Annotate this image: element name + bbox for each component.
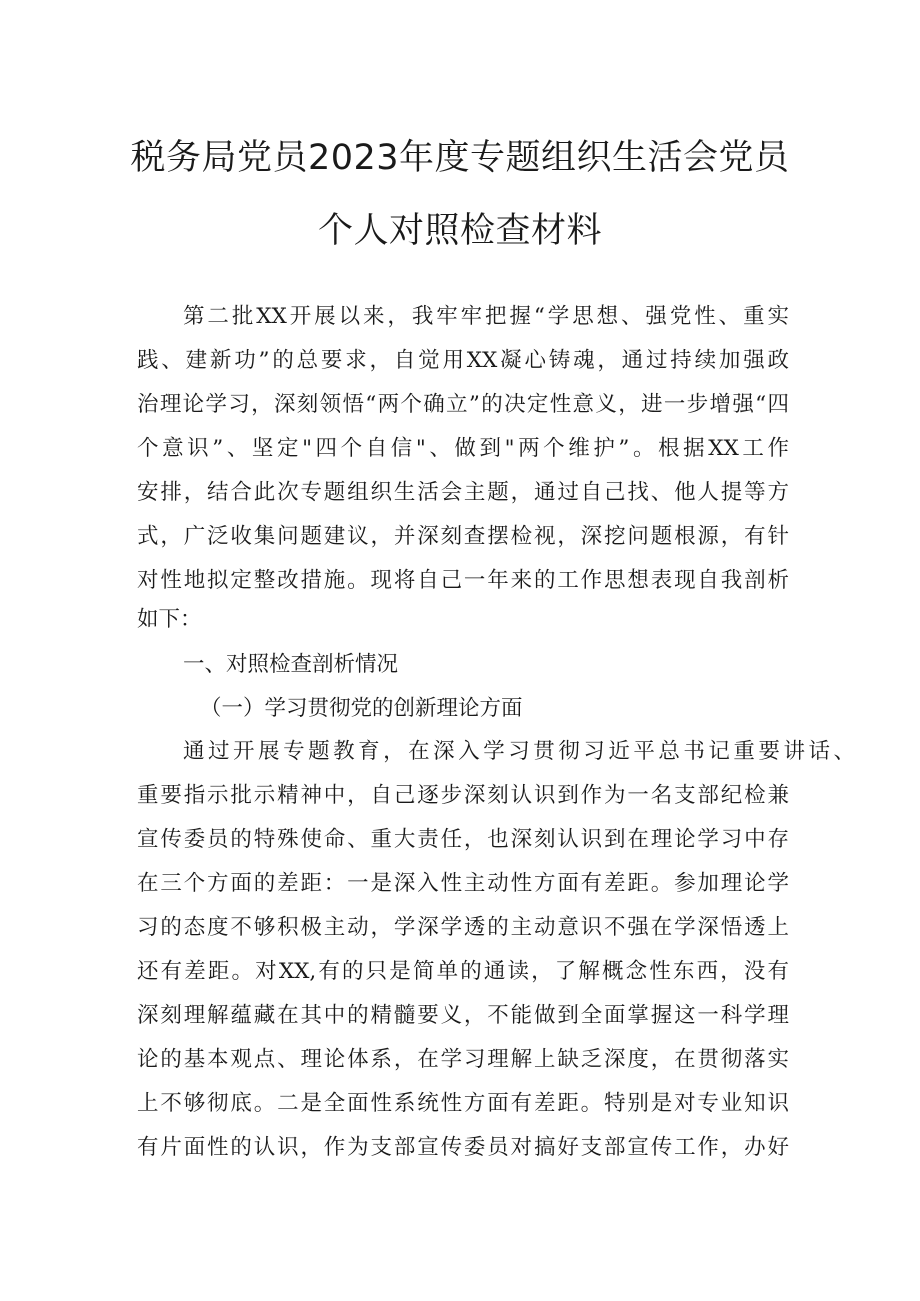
text-line: 重要指示批示精神中，自己逐步深刻认识到作为一名支部纪检兼 [137,783,789,808]
text-line: 上不够彻底。二是全面性系统性方面有差距。特别是对专业知识 [137,1091,789,1116]
text-line: 对性地拟定整改措施。现将自己一年来的工作思想表现自我剖析 [137,568,789,593]
document-title-line-2: 个人对照检查材料 [317,211,602,251]
text-line: 治理论学习，深刻领悟“两个确立”的决定性意义，进一步增强“四 [137,392,789,417]
text-line: 个意识”、坚定"四个自信"、做到"两个维护”。根据XX工作 [137,436,789,461]
text-line: 宣传委员的特殊使命、重大责任，也深刻认识到在理论学习中存 [137,827,789,852]
subsection-heading: （一）学习贯彻党的创新理论方面 [200,696,523,721]
text-line: 通过开展专题教育，在深入学习贯彻习近平总书记重要讲话、 [183,739,855,764]
document-title-line-1: 税务局党员2023年度专题组织生活会党员 [130,138,790,178]
text-line: 深刻理解蕴藏在其中的精髓要义，不能做到全面掌握这一科学理 [137,1003,789,1028]
text-line: 式，广泛收集问题建议，并深刻查摆检视，深挖问题根源，有针 [137,524,789,549]
text-line: 论的基本观点、理论体系，在学习理解上缺乏深度，在贯彻落实 [137,1047,789,1072]
text-line: 第二批XX开展以来，我牢牢把握“学思想、强党性、重实 [183,304,789,329]
text-line: 有片面性的认识，作为支部宣传委员对搞好支部宣传工作，办好 [137,1135,789,1160]
text-line: 在三个方面的差距：一是深入性主动性方面有差距。参加理论学 [137,871,789,896]
text-line: 践、建新功”的总要求，自觉用XX凝心铸魂，通过持续加强政 [137,348,789,373]
section-heading: 一、对照检查剖析情况 [183,652,399,677]
text-line: 安排，结合此次专题组织生活会主题，通过自己找、他人提等方 [137,480,789,505]
text-line: 习的态度不够积极主动，学深学透的主动意识不强在学深悟透上 [137,915,789,940]
text-line: 还有差距。对XX,有的只是简单的通读，了解概念性东西，没有 [137,959,789,984]
text-line: 如下： [137,607,202,632]
